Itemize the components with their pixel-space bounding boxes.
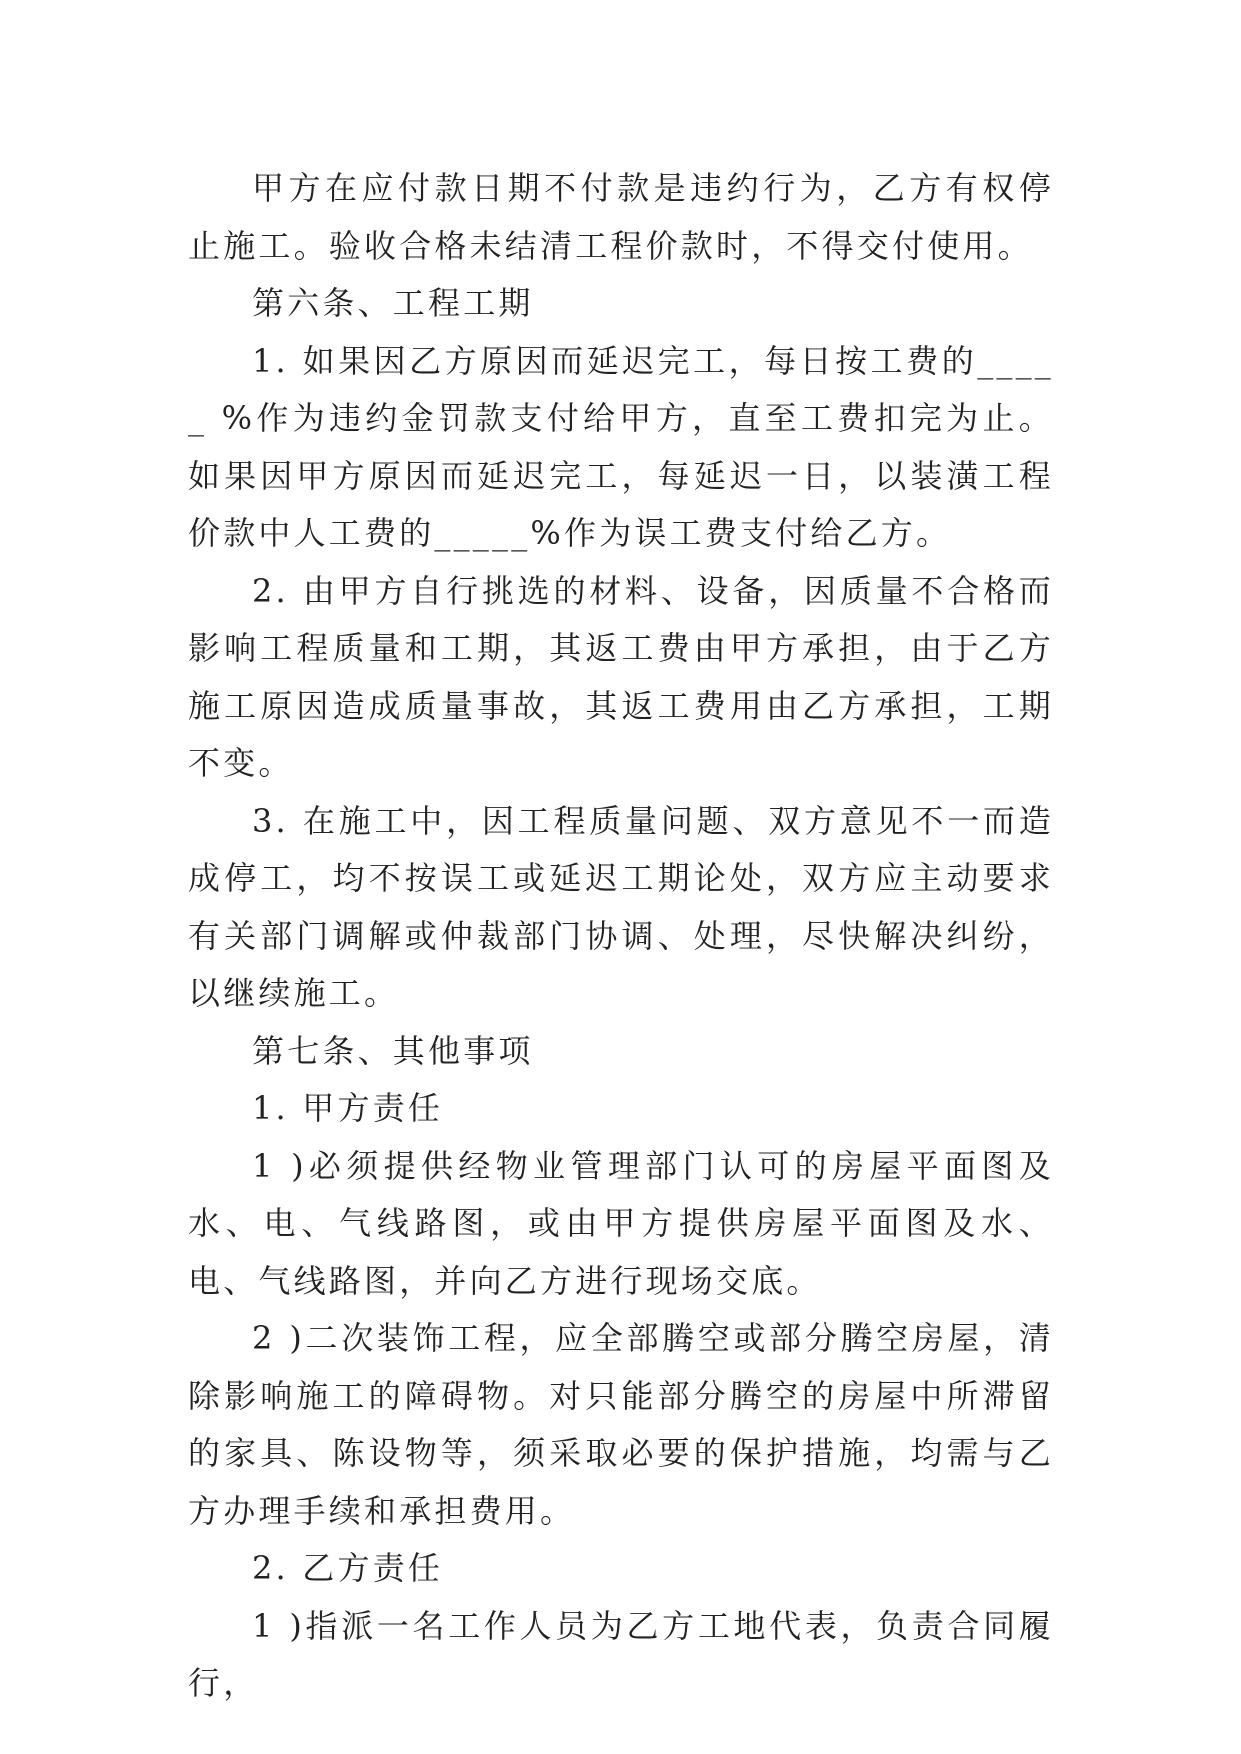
heading-article-7: 第七条、其他事项 bbox=[252, 1031, 534, 1070]
paragraph-6-1: 1. 如果因乙方原因而延迟完工，每日按工费的_____ %作为违约金罚款支付给甲方，直至工费扣完为止。如果因甲方原因而延迟完工，每延迟一日，以装潢工程价款中人工费的_____%作为误工费支付给乙方。 bbox=[188, 341, 1054, 552]
paragraph-a-1: 1 )必须提供经物业管理部门认可的房屋平面图及水、电、气线路图，或由甲方提供房屋平面图及水、电、气线路图，并向乙方进行现场交底。 bbox=[188, 1146, 1054, 1300]
heading-party-b-duties: 2. 乙方责任 bbox=[252, 1549, 444, 1587]
heading-party-a-duties: 1. 甲方责任 bbox=[252, 1089, 444, 1127]
paragraph-6-2: 2. 由甲方自行挑选的材料、设备，因质量不合格而影响工程质量和工期，其返工费由甲方承担，由于乙方施工原因造成质量事故，其返工费用由乙方承担，工期不变。 bbox=[188, 571, 1054, 782]
document-body bbox=[188, 160, 1054, 1713]
paragraph-a-2: 2 )二次装饰工程，应全部腾空或部分腾空房屋，清除影响施工的障碍物。对只能部分腾空的房屋中所滞留的家具、陈设物等，须采取必要的保护措施，均需与乙方办理手续和承担费用。 bbox=[188, 1319, 1054, 1530]
heading-article-6: 第六条、工程工期 bbox=[252, 284, 534, 322]
paragraph-b-1: 1 )指派一名工作人员为乙方工地代表，负责合同履行， bbox=[188, 1606, 1054, 1702]
paragraph-payment-default: 甲方在应付款日期不付款是违约行为，乙方有权停止施工。验收合格未结清工程价款时，不得交付使用。 bbox=[188, 169, 1054, 265]
paragraph-6-3: 3. 在施工中，因工程质量问题、双方意见不一而造成停工，均不按误工或延迟工期论处，双方应主动要求有关部门调解或仲裁部门协调、处理，尽快解决纠纷，以继续施工。 bbox=[188, 801, 1054, 1012]
